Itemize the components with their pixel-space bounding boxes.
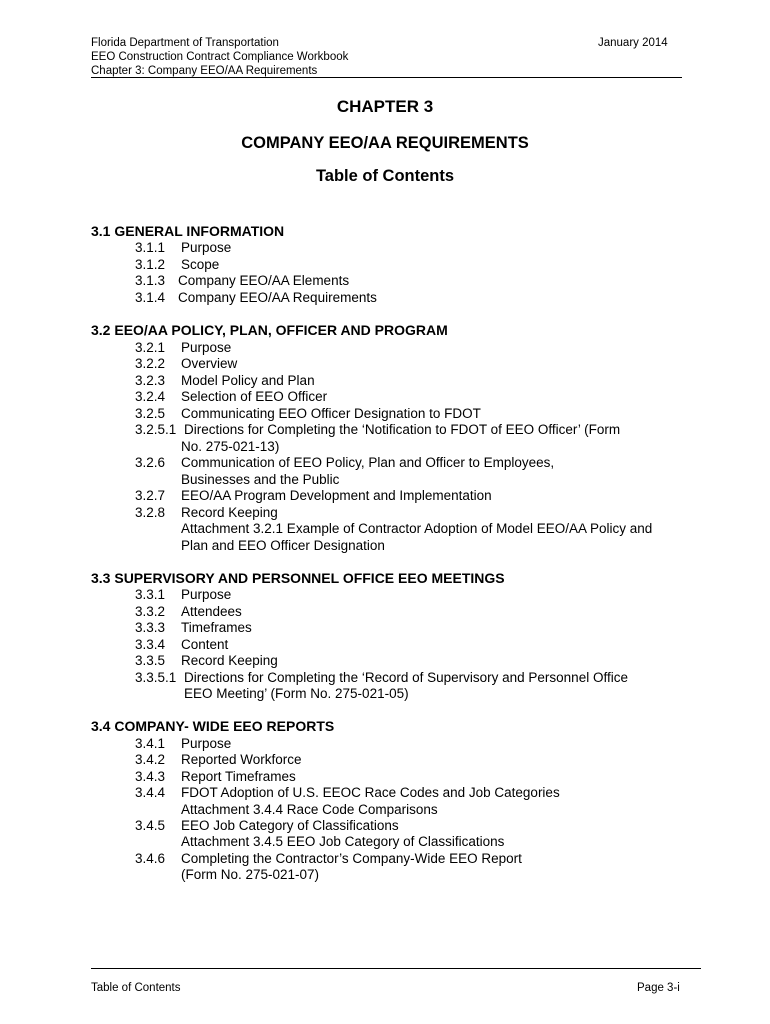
entry-number: 3.2.5.1 (135, 422, 177, 437)
attachment-title: Attachment 3.4.4 Race Code Comparisons (181, 802, 438, 817)
entry-title: Timeframes (181, 620, 252, 635)
entry-title: Purpose (181, 587, 232, 602)
attachment-title: Attachment 3.2.1 Example of Contractor Adoption of Model EEO/AA Policy and (181, 521, 653, 536)
entry-number: 3.2.2 (135, 356, 166, 371)
entry-number: 3.2.8 (135, 505, 166, 520)
entry-title: Communicating EEO Officer Designation to FDOT (181, 406, 481, 421)
entry-number: 3.2.1 (135, 340, 166, 355)
entry-title-continued: No. 275-021-13) (181, 439, 280, 454)
entry-number: 3.4.2 (135, 752, 166, 767)
entry-title: Record Keeping (181, 653, 278, 668)
entry-title: Directions for Completing the ‘Record of Supervisory and Personnel Office (184, 670, 628, 685)
entry-number: 3.1.1 (135, 240, 166, 255)
entry-title: Company EEO/AA Requirements (178, 290, 377, 305)
attachment-title: Attachment 3.4.5 EEO Job Category of Classifications (181, 834, 505, 849)
section-heading-3-2: 3.2 EEO/AA POLICY, PLAN, OFFICER AND PROGRAM (91, 322, 448, 338)
entry-title: Record Keeping (181, 505, 278, 520)
header-date: January 2014 (598, 37, 668, 49)
entry-number: 3.4.3 (135, 769, 166, 784)
entry-number: 3.4.4 (135, 785, 166, 800)
header-divider (91, 77, 682, 78)
section-heading-3-4: 3.4 COMPANY- WIDE EEO REPORTS (91, 718, 335, 734)
entry-title: Purpose (181, 340, 232, 355)
header-chapter: Chapter 3: Company EEO/AA Requirements (91, 65, 318, 77)
entry-title: Purpose (181, 240, 232, 255)
page-number: Page 3-i (637, 982, 680, 994)
entry-title: Scope (181, 257, 220, 272)
section-heading-3-1: 3.1 GENERAL INFORMATION (91, 223, 285, 239)
entry-number: 3.1.2 (135, 257, 166, 272)
chapter-subject: COMPANY EEO/AA REQUIREMENTS (241, 134, 529, 152)
toc-title: Table of Contents (315, 167, 455, 185)
entry-number: 3.2.4 (135, 389, 166, 404)
footer-section-label: Table of Contents (91, 982, 181, 994)
entry-number: 3.2.5 (135, 406, 166, 421)
entry-title: Selection of EEO Officer (181, 389, 328, 404)
entry-title-continued: Businesses and the Public (181, 472, 340, 487)
entry-title: EEO/AA Program Development and Implementation (181, 488, 492, 503)
entry-number: 3.3.3 (135, 620, 166, 635)
entry-title: Communication of EEO Policy, Plan and Officer to Employees, (181, 455, 555, 470)
entry-number: 3.3.2 (135, 604, 166, 619)
entry-title: EEO Job Category of Classifications (181, 818, 399, 833)
entry-title-continued: EEO Meeting’ (Form No. 275-021-05) (184, 686, 409, 701)
entry-title: Overview (181, 356, 238, 371)
entry-number: 3.1.3 (135, 273, 166, 288)
entry-title: Model Policy and Plan (181, 373, 315, 388)
entry-number: 3.4.5 (135, 818, 166, 833)
entry-title: Directions for Completing the ‘Notification to FDOT of EEO Officer’ (Form (184, 422, 621, 437)
entry-number: 3.2.7 (135, 488, 166, 503)
entry-number: 3.2.3 (135, 373, 166, 388)
footer-divider (91, 968, 701, 969)
entry-number: 3.3.5 (135, 653, 166, 668)
entry-number: 3.3.4 (135, 637, 166, 652)
header-block (91, 36, 348, 78)
entry-title: Completing the Contractor’s Company-Wide EEO Report (181, 851, 522, 866)
section-heading-3-3: 3.3 SUPERVISORY AND PERSONNEL OFFICE EEO MEETINGS (91, 570, 505, 586)
entry-title: Company EEO/AA Elements (178, 273, 350, 288)
entry-number: 3.2.6 (135, 455, 166, 470)
entry-number: 3.1.4 (135, 290, 166, 305)
entry-title-continued: (Form No. 275-021-07) (181, 867, 320, 882)
entry-title: Attendees (181, 604, 242, 619)
entry-number: 3.3.5.1 (135, 670, 177, 685)
entry-number: 3.4.1 (135, 736, 166, 751)
entry-title: Reported Workforce (181, 752, 302, 767)
entry-title: FDOT Adoption of U.S. EEOC Race Codes and Job Categories (181, 785, 560, 800)
entry-title: Report Timeframes (181, 769, 296, 784)
header-agency: Florida Department of Transportation (91, 37, 279, 49)
entry-title: Purpose (181, 736, 232, 751)
entry-number: 3.3.1 (135, 587, 166, 602)
entry-title: Content (181, 637, 229, 652)
chapter-title: CHAPTER 3 (336, 97, 434, 116)
attachment-title-continued: Plan and EEO Officer Designation (181, 538, 385, 553)
entry-number: 3.4.6 (135, 851, 166, 866)
header-workbook: EEO Construction Contract Compliance Workbook (91, 51, 349, 63)
